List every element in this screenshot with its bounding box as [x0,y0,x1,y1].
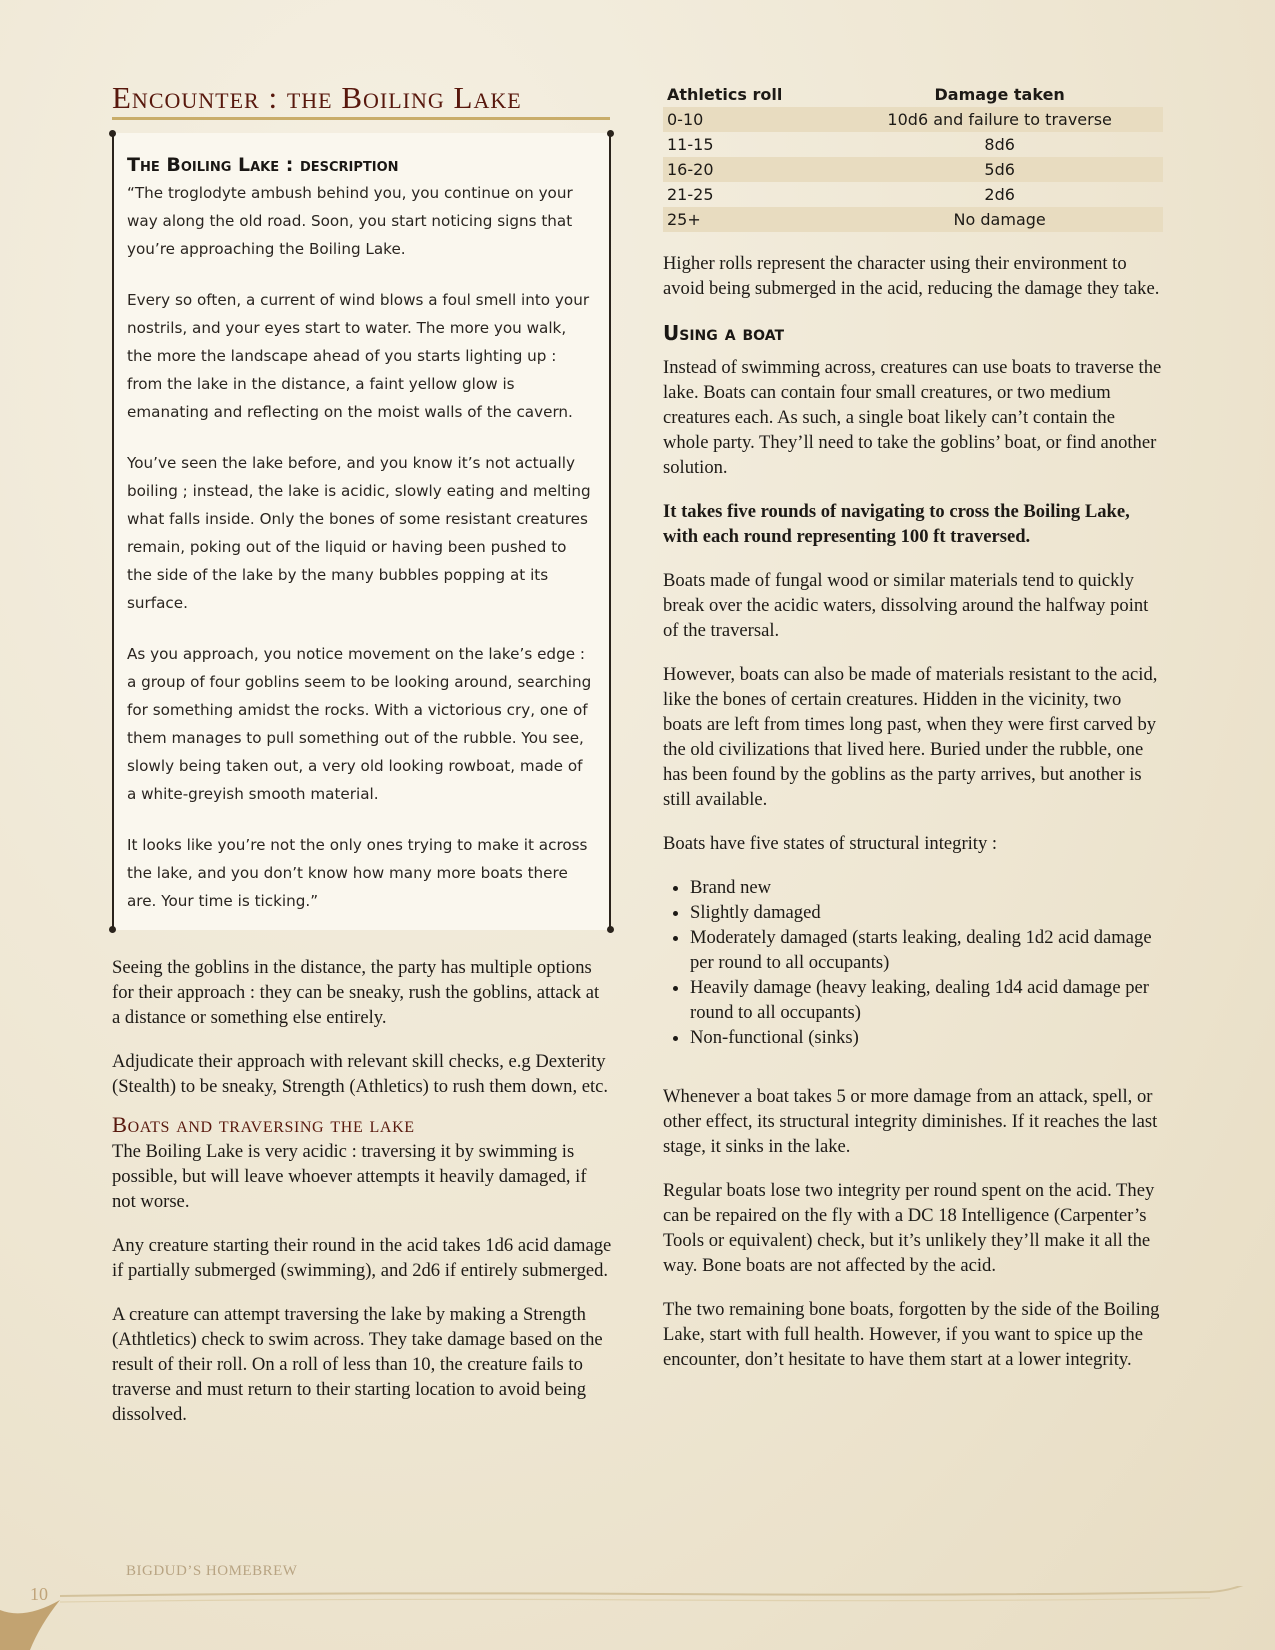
footer-ornament [60,1586,1260,1646]
body-paragraph: Seeing the goblins in the distance, the party has multiple options for their approach : they can be sneaky, rush the goblins, attack at a distance or something else entirely. [112,957,600,1028]
table-cell: 10d6 and failure to traverse [836,107,1163,132]
table-row [663,157,1163,182]
page-title: Encounter : the Boiling Lake [112,80,522,115]
table-row [663,132,1163,157]
body-paragraph: Boats have five states of structural integrity : [663,833,998,854]
body-paragraph: The two remaining bone boats, forgotten by the side of the Boiling Lake, start with full health. However, if you want to spice up the encounter, don’t hesitate to have them start at a lower integrity. [663,1299,1160,1370]
list-item: • Heavily damage (heavy leaking, dealing 1d4 acid damage per round to all occupants) [690,975,1163,1025]
table-row [663,182,1163,207]
table-header-cell: Damage taken [934,85,1065,104]
box-corner-dot [109,926,116,933]
box-corner-dot [109,130,116,137]
footer-label: BIGDUD’S HOMEBREW [126,1563,298,1579]
section-heading-boats: Boats and traversing the lake [112,1112,415,1137]
body-paragraph: Whenever a boat takes 5 or more damage from an attack, spell, or other effect, its structural integrity diminishes. If it reaches the last stage, it sinks in the lake. [663,1086,1158,1157]
body-paragraph: Regular boats lose two integrity per round spent on the acid. They can be repaired on the fly with a DC 18 Intelligence (Carpenter’s Tools or equivalent) check, but it’s unlikely they’ll make it all the way. Bone boats are not affected by the acid. [663,1180,1155,1276]
list-item: • Slightly damaged [690,900,1163,925]
right-column-body [663,251,1163,1391]
table-cell: 11-15 [667,135,714,154]
description-paragraph: Every so often, a current of wind blows a foul smell into your nostrils, and your eyes start to water. The more you walk, the more the landscape ahead of you starts lighting up : from the lake in the distance, a faint yellow glow is emanating and reflecting on the moist walls of the cavern. [127,291,590,421]
list-item: • Moderately damaged (starts leaking, dealing 1d2 acid damage per round to all occupants) [690,925,1163,975]
table-cell: 16-20 [663,157,836,182]
corner-ornament [0,1590,70,1650]
table-cell: 8d6 [984,135,1015,154]
description-paragraph: “The troglodyte ambush behind you, you continue on your way along the old road. Soon, you start noticing signs that you’re approaching the Boiling Lake. [127,184,573,258]
description-heading: The Boiling Lake : description [127,154,399,176]
table-cell: No damage [836,207,1163,232]
table-row [663,107,1163,132]
body-paragraph-bold: It takes five rounds of navigating to cross the Boiling Lake, with each round representing 100 ft traversed. [663,501,1130,547]
description-paragraph: It looks like you’re not the only ones trying to make it across the lake, and you don’t know how many more boats there are. Your time is ticking.” [127,836,588,910]
description-box [112,133,611,930]
table-header-row [663,82,1163,107]
integrity-states-list [663,875,1163,1050]
damage-table [663,82,1163,232]
title-underline [112,117,610,120]
table-cell: 5d6 [836,157,1163,182]
left-column-body [112,955,612,1446]
table-cell: 2d6 [984,185,1015,204]
page-number: 10 [30,1584,48,1604]
list-item: • Brand new [690,875,1163,900]
body-paragraph: Instead of swimming across, creatures can use boats to traverse the lake. Boats can contain four small creatures, or two medium creatures each. As such, a single boat likely can’t contain the whole party. They’ll need to take the goblins’ boat, or find another solution. [663,357,1162,478]
body-paragraph: Boats made of fungal wood or similar materials tend to quickly break over the acidic waters, dissolving around the halfway point of the traversal. [663,570,1149,641]
table-cell: 21-25 [667,185,714,204]
body-paragraph: Any creature starting their round in the acid takes 1d6 acid damage if partially submerged (swimming), and 2d6 if entirely submerged. [112,1235,612,1281]
body-paragraph: The Boiling Lake is very acidic : traversing it by swimming is possible, but will leave whoever attempts it heavily damaged, if not worse. [112,1141,587,1212]
body-paragraph: However, boats can also be made of materials resistant to the acid, like the bones of certain creatures. Hidden in the vicinity, two boats are left from times long past, when they were first carved by the old civilizations that lived here. Buried under the rubble, one has been found by the goblins as the party arrives, but another is still available. [663,664,1158,810]
description-paragraph: You’ve seen the lake before, and you know it’s not actually boiling ; instead, the lake is acidic, slowly eating and melting what falls inside. Only the bones of some resistant creatures remain, poking out of the liquid or having been pushed to the side of the lake by the many bubbles popping at its surface. [127,454,591,612]
table-cell: 0-10 [663,107,836,132]
body-paragraph: Adjudicate their approach with relevant skill checks, e.g Dexterity (Stealth) to be sneaky, Strength (Athletics) to rush them down, etc. [112,1051,609,1097]
box-corner-dot [607,926,614,933]
section-heading-boat: Using a boat [663,321,784,345]
box-corner-dot [607,130,614,137]
body-paragraph: A creature can attempt traversing the lake by making a Strength (Athtletics) check to swim across. They take damage based on the result of their roll. On a roll of less than 10, the creature fails to traverse and must return to their starting location to avoid being dissolved. [112,1304,603,1425]
description-paragraph: As you approach, you notice movement on the lake’s edge : a group of four goblins seem to be looking around, searching for something amidst the rocks. With a victorious cry, one of them manages to pull something out of the rubble. You see, slowly being taken out, a very old looking rowboat, made of a white-greyish smooth material. [127,645,592,803]
list-item: • Non-functional (sinks) [690,1025,1163,1050]
table-row [663,207,1163,232]
table-cell: 25+ [663,207,836,232]
body-paragraph: Higher rolls represent the character using their environment to avoid being submerged in the acid, reducing the damage they take. [663,253,1160,299]
table-header-cell: Athletics roll [667,85,783,104]
